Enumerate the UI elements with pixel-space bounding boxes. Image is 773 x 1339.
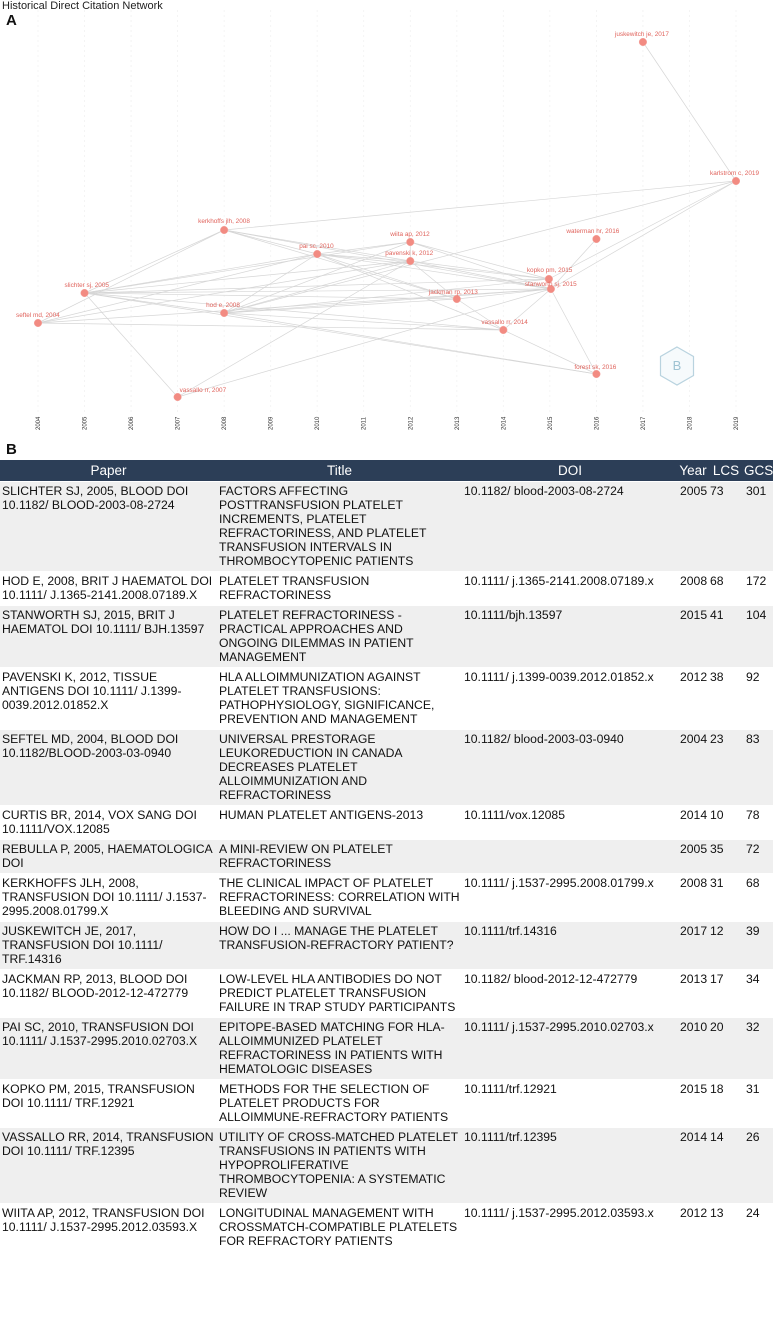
title-cell: HOW DO I ... MANAGE THE PLATELET TRANSFUSION-REFRACTORY PATIENT? bbox=[217, 922, 462, 970]
network-node[interactable] bbox=[406, 257, 414, 265]
doi-cell: 10.1182/ blood-2003-03-0940 bbox=[462, 730, 678, 806]
title-cell: LONGITUDINAL MANAGEMENT WITH CROSSMATCH-COMPATIBLE PLATELETS FOR REFRACTORY PATIENTS bbox=[217, 1204, 462, 1252]
year-cell: 2014 bbox=[678, 1128, 708, 1204]
lcs-cell: 23 bbox=[708, 730, 744, 806]
paper-cell: HOD E, 2008, BRIT J HAEMATOL DOI 10.1111/ J.1365-2141.2008.07189.X bbox=[0, 572, 217, 606]
doi-cell: 10.1111/trf.14316 bbox=[462, 922, 678, 970]
year-tick-label: 2008 bbox=[222, 416, 229, 430]
gcs-cell: 39 bbox=[744, 922, 773, 970]
table-row bbox=[0, 606, 773, 668]
citation-edge bbox=[224, 313, 596, 374]
panel-a-label: A bbox=[6, 12, 17, 29]
year-tick-label: 2009 bbox=[268, 416, 275, 430]
title-cell: UNIVERSAL PRESTORAGE LEUKOREDUCTION IN CANADA DECREASES PLATELET ALLOIMMUNIZATION AND REFRACTORINESS bbox=[217, 730, 462, 806]
year-cell: 2015 bbox=[678, 606, 708, 668]
citation-edge bbox=[551, 289, 597, 374]
paper-cell: JACKMAN RP, 2013, BLOOD DOI 10.1182/ BLOOD-2012-12-472779 bbox=[0, 970, 217, 1018]
paper-cell: JUSKEWITCH JE, 2017, TRANSFUSION DOI 10.1111/ TRF.14316 bbox=[0, 922, 217, 970]
network-node[interactable] bbox=[593, 235, 601, 243]
gcs-cell: 92 bbox=[744, 668, 773, 730]
gcs-cell: 32 bbox=[744, 1018, 773, 1080]
table-row bbox=[0, 482, 773, 572]
year-cell: 2010 bbox=[678, 1018, 708, 1080]
gcs-cell: 31 bbox=[744, 1080, 773, 1128]
title-cell: LOW-LEVEL HLA ANTIBODIES DO NOT PREDICT PLATELET TRANSFUSION FAILURE IN TRAP STUDY PARTICIPANTS bbox=[217, 970, 462, 1018]
table-body bbox=[0, 482, 773, 1252]
citation-table bbox=[0, 460, 773, 1251]
gcs-cell: 104 bbox=[744, 606, 773, 668]
lcs-cell: 68 bbox=[708, 572, 744, 606]
table-row bbox=[0, 1128, 773, 1204]
network-node[interactable] bbox=[500, 326, 508, 334]
doi-cell: 10.1111/ j.1537-2995.2012.03593.x bbox=[462, 1204, 678, 1252]
node-label: kopko pm, 2015 bbox=[526, 267, 573, 274]
network-node[interactable] bbox=[406, 238, 414, 246]
svg-text:B: B bbox=[672, 358, 682, 373]
gcs-cell: 72 bbox=[744, 840, 773, 874]
network-node[interactable] bbox=[313, 250, 321, 258]
table-row bbox=[0, 840, 773, 874]
doi-cell: 10.1182/ blood-2003-08-2724 bbox=[462, 482, 678, 572]
citation-edge bbox=[85, 242, 411, 293]
network-node[interactable] bbox=[732, 177, 740, 185]
network-node[interactable] bbox=[593, 370, 601, 378]
node-label: karlstrom c, 2019 bbox=[710, 170, 760, 177]
citation-edge bbox=[224, 181, 736, 230]
year-cell: 2008 bbox=[678, 874, 708, 922]
title-cell: FACTORS AFFECTING POSTTRANSFUSION PLATELET INCREMENTS, PLATELET REFRACTORINESS, AND PLATELET TRANSFUSION INTERVALS IN THROMBOCYTOPENIC PATIENTS bbox=[217, 482, 462, 572]
year-tick-label: 2012 bbox=[408, 416, 415, 430]
title-cell: HUMAN PLATELET ANTIGENS-2013 bbox=[217, 806, 462, 840]
title-cell: HLA ALLOIMMUNIZATION AGAINST PLATELET TRANSFUSIONS: PATHOPHYSIOLOGY, SIGNIFICANCE, PREVENTION AND MANAGEMENT bbox=[217, 668, 462, 730]
table-row bbox=[0, 1080, 773, 1128]
node-label: kerkhoffs jlh, 2008 bbox=[198, 218, 250, 225]
table-row bbox=[0, 1204, 773, 1252]
node-label: pavenski k, 2012 bbox=[385, 250, 434, 257]
title-cell: A MINI-REVIEW ON PLATELET REFRACTORINESS bbox=[217, 840, 462, 874]
year-cell: 2015 bbox=[678, 1080, 708, 1128]
year-cell: 2005 bbox=[678, 840, 708, 874]
table-header-row bbox=[0, 460, 773, 482]
year-tick-label: 2013 bbox=[454, 416, 461, 430]
lcs-cell: 10 bbox=[708, 806, 744, 840]
gcs-cell: 68 bbox=[744, 874, 773, 922]
gcs-cell: 78 bbox=[744, 806, 773, 840]
lcs-cell: 31 bbox=[708, 874, 744, 922]
title-cell: UTILITY OF CROSS-MATCHED PLATELET TRANSFUSIONS IN PATIENTS WITH HYPOPROLIFERATIVE THROMBOCYTOPENIA: A SYSTEMATIC REVIEW bbox=[217, 1128, 462, 1204]
year-cell: 2017 bbox=[678, 922, 708, 970]
node-label: slichter sj, 2005 bbox=[64, 282, 109, 289]
year-tick-label: 2016 bbox=[594, 416, 601, 430]
paper-cell: KERKHOFFS JLH, 2008, TRANSFUSION DOI 10.1111/ J.1537-2995.2008.01799.X bbox=[0, 874, 217, 922]
year-tick-label: 2011 bbox=[361, 417, 368, 430]
paper-cell: STANWORTH SJ, 2015, BRIT J HAEMATOL DOI 10.1111/ BJH.13597 bbox=[0, 606, 217, 668]
network-edges bbox=[38, 42, 736, 397]
table-row bbox=[0, 922, 773, 970]
node-label: pai sc, 2010 bbox=[299, 243, 334, 250]
lcs-cell: 18 bbox=[708, 1080, 744, 1128]
lcs-cell: 20 bbox=[708, 1018, 744, 1080]
network-node[interactable] bbox=[220, 309, 228, 317]
year-tick-label: 2014 bbox=[501, 416, 508, 430]
gcs-cell: 83 bbox=[744, 730, 773, 806]
year-tick-label: 2004 bbox=[36, 416, 42, 430]
network-node[interactable] bbox=[639, 38, 647, 46]
network-node[interactable] bbox=[174, 393, 182, 401]
citation-network-chart bbox=[0, 0, 773, 440]
title-cell: THE CLINICAL IMPACT OF PLATELET REFRACTORINESS: CORRELATION WITH BLEEDING AND SURVIVAL bbox=[217, 874, 462, 922]
citation-edge bbox=[551, 181, 736, 289]
lcs-cell: 73 bbox=[708, 482, 744, 572]
year-cell: 2012 bbox=[678, 1204, 708, 1252]
year-tick-label: 2005 bbox=[82, 416, 89, 430]
table-row bbox=[0, 970, 773, 1018]
header-year[interactable]: Year bbox=[678, 460, 708, 482]
header-lcs[interactable]: LCS bbox=[708, 460, 744, 482]
table-row bbox=[0, 874, 773, 922]
year-tick-label: 2015 bbox=[547, 416, 554, 430]
lcs-cell: 38 bbox=[708, 668, 744, 730]
header-doi[interactable]: DOI bbox=[462, 460, 678, 482]
gcs-cell: 301 bbox=[744, 482, 773, 572]
citation-table-container bbox=[0, 460, 773, 1339]
lcs-cell: 35 bbox=[708, 840, 744, 874]
node-label: forest sk, 2016 bbox=[574, 364, 617, 371]
node-label: seftel md, 2004 bbox=[16, 312, 60, 319]
node-label: juskewitch je, 2017 bbox=[614, 31, 669, 38]
lcs-cell: 13 bbox=[708, 1204, 744, 1252]
paper-cell: PAI SC, 2010, TRANSFUSION DOI 10.1111/ J.1537-2995.2010.02703.X bbox=[0, 1018, 217, 1080]
year-tick-label: 2006 bbox=[129, 416, 136, 430]
header-gcs[interactable]: GCS bbox=[744, 460, 773, 482]
panel-b-label: B bbox=[6, 441, 17, 458]
title-cell: METHODS FOR THE SELECTION OF PLATELET PRODUCTS FOR ALLOIMMUNE-REFRACTORY PATIENTS bbox=[217, 1080, 462, 1128]
title-cell: PLATELET REFRACTORINESS - PRACTICAL APPROACHES AND ONGOING DILEMMAS IN PATIENT MANAGEMENT bbox=[217, 606, 462, 668]
doi-cell: 10.1111/ j.1365-2141.2008.07189.x bbox=[462, 572, 678, 606]
paper-cell: SEFTEL MD, 2004, BLOOD DOI 10.1182/BLOOD-2003-03-0940 bbox=[0, 730, 217, 806]
doi-cell: 10.1111/ j.1537-2995.2010.02703.x bbox=[462, 1018, 678, 1080]
network-node[interactable] bbox=[453, 295, 461, 303]
bibliometrix-hexagon-logo bbox=[661, 347, 694, 385]
year-tick-label: 2007 bbox=[175, 416, 182, 430]
year-cell: 2012 bbox=[678, 668, 708, 730]
doi-cell: 10.1111/ j.1399-0039.2012.01852.x bbox=[462, 668, 678, 730]
node-label: vassallo rr, 2014 bbox=[481, 319, 528, 326]
gcs-cell: 24 bbox=[744, 1204, 773, 1252]
network-node[interactable] bbox=[220, 226, 228, 234]
node-label: vassallo rr, 2007 bbox=[179, 387, 227, 394]
citation-edge bbox=[85, 293, 597, 374]
figure-title: Historical Direct Citation Network bbox=[2, 0, 163, 12]
doi-cell: 10.1111/ j.1537-2995.2008.01799.x bbox=[462, 874, 678, 922]
doi-cell: 10.1111/trf.12395 bbox=[462, 1128, 678, 1204]
node-label: waterman hr, 2016 bbox=[566, 228, 620, 235]
doi-cell: 10.1111/trf.12921 bbox=[462, 1080, 678, 1128]
year-cell: 2005 bbox=[678, 482, 708, 572]
table-row bbox=[0, 806, 773, 840]
table-row bbox=[0, 572, 773, 606]
gcs-cell: 26 bbox=[744, 1128, 773, 1204]
year-tick-label: 2019 bbox=[734, 416, 740, 430]
doi-cell: 10.1111/vox.12085 bbox=[462, 806, 678, 840]
year-cell: 2008 bbox=[678, 572, 708, 606]
year-tick-label: 2010 bbox=[315, 416, 322, 430]
node-label: stanworth sj, 2015 bbox=[524, 281, 577, 288]
gcs-cell: 34 bbox=[744, 970, 773, 1018]
node-label: hod e, 2008 bbox=[206, 302, 240, 309]
citation-edge bbox=[224, 289, 551, 313]
year-tick-label: 2018 bbox=[687, 416, 694, 430]
doi-cell bbox=[462, 840, 678, 874]
title-cell: EPITOPE-BASED MATCHING FOR HLA-ALLOIMMUNIZED PLATELET REFRACTORINESS IN PATIENTS WITH HEMATOLOGIC DISEASES bbox=[217, 1018, 462, 1080]
table-row bbox=[0, 1018, 773, 1080]
lcs-cell: 17 bbox=[708, 970, 744, 1018]
table-row bbox=[0, 730, 773, 806]
network-node[interactable] bbox=[81, 289, 89, 297]
paper-cell: PAVENSKI K, 2012, TISSUE ANTIGENS DOI 10.1111/ J.1399-0039.2012.01852.X bbox=[0, 668, 217, 730]
year-axis bbox=[36, 416, 740, 430]
year-cell: 2004 bbox=[678, 730, 708, 806]
paper-cell: CURTIS BR, 2014, VOX SANG DOI 10.1111/VOX.12085 bbox=[0, 806, 217, 840]
paper-cell: KOPKO PM, 2015, TRANSFUSION DOI 10.1111/ TRF.12921 bbox=[0, 1080, 217, 1128]
network-nodes bbox=[34, 38, 740, 401]
title-cell: PLATELET TRANSFUSION REFRACTORINESS bbox=[217, 572, 462, 606]
doi-cell: 10.1111/bjh.13597 bbox=[462, 606, 678, 668]
year-cell: 2014 bbox=[678, 806, 708, 840]
paper-cell: REBULLA P, 2005, HAEMATOLOGICA DOI bbox=[0, 840, 217, 874]
citation-edge bbox=[224, 230, 457, 299]
year-tick-label: 2017 bbox=[640, 416, 647, 430]
network-node[interactable] bbox=[34, 319, 42, 327]
doi-cell: 10.1182/ blood-2012-12-472779 bbox=[462, 970, 678, 1018]
node-label: wiita ap, 2012 bbox=[390, 231, 430, 238]
year-gridlines bbox=[38, 10, 736, 412]
header-title[interactable]: Title bbox=[217, 460, 462, 482]
citation-edge bbox=[317, 254, 551, 289]
paper-cell: VASSALLO RR, 2014, TRANSFUSION DOI 10.1111/ TRF.12395 bbox=[0, 1128, 217, 1204]
lcs-cell: 14 bbox=[708, 1128, 744, 1204]
paper-cell: SLICHTER SJ, 2005, BLOOD DOI 10.1182/ BLOOD-2003-08-2724 bbox=[0, 482, 217, 572]
gcs-cell: 172 bbox=[744, 572, 773, 606]
table-row bbox=[0, 668, 773, 730]
year-cell: 2013 bbox=[678, 970, 708, 1018]
lcs-cell: 41 bbox=[708, 606, 744, 668]
node-label: jackman rp, 2013 bbox=[428, 289, 478, 296]
paper-cell: WIITA AP, 2012, TRANSFUSION DOI 10.1111/ J.1537-2995.2012.03593.X bbox=[0, 1204, 217, 1252]
header-paper[interactable]: Paper bbox=[0, 460, 217, 482]
citation-edge bbox=[178, 261, 411, 397]
lcs-cell: 12 bbox=[708, 922, 744, 970]
